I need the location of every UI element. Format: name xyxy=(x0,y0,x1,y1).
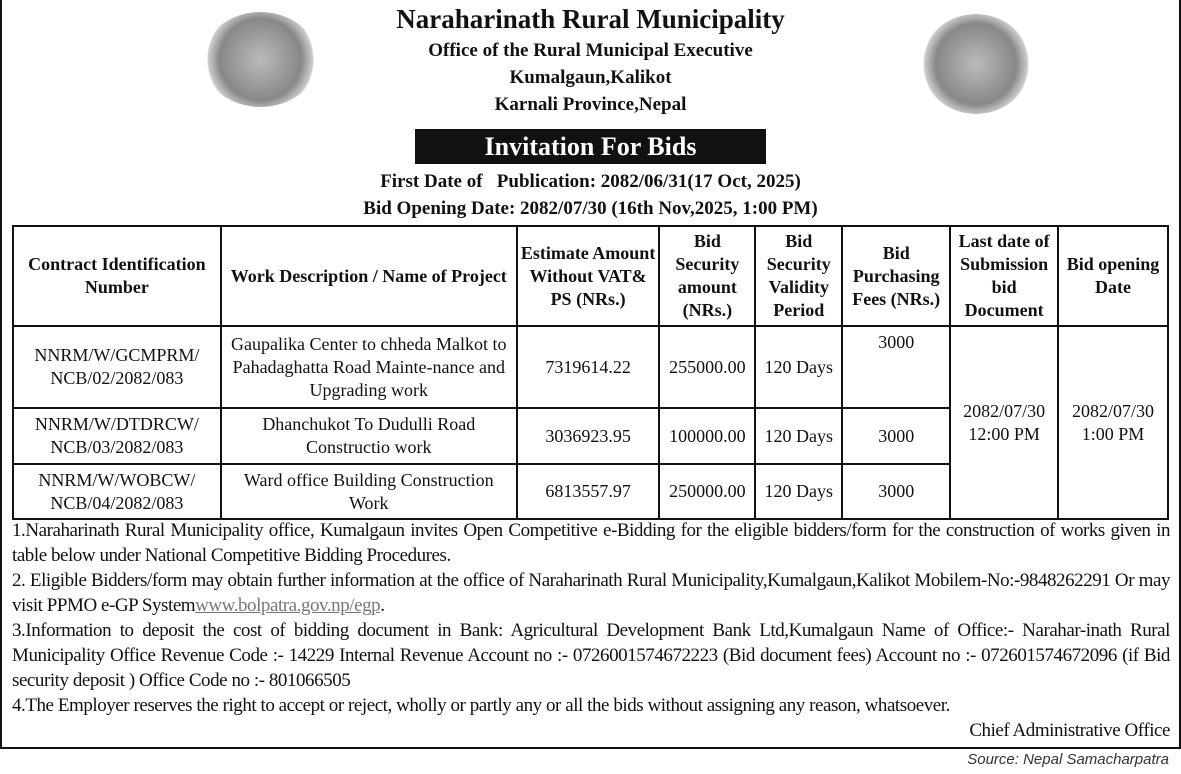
paragraph-4: 4.The Employer reserves the right to accept or reject, wholly or partly any or all the bids without assigning any reason, whatsoever. xyxy=(12,695,950,716)
col-header: Estimate Amount Without VAT& PS (NRs.) xyxy=(517,226,660,326)
purchasing-fees: 3000 xyxy=(842,326,950,408)
source-credit: Source: Nepal Samacharpatra xyxy=(967,751,1169,768)
egp-link[interactable]: www.bolpatra.gov.np/egp xyxy=(195,595,381,616)
table-row xyxy=(13,326,1168,408)
last-submission-date: 2082/07/30 12:00 PM xyxy=(950,326,1058,519)
work-description: Gaupalika Center to chheda Malkot to Pahadaghatta Road Mainte-nance and Upgrading work xyxy=(221,326,517,408)
estimate-amount: 7319614.22 xyxy=(517,326,660,408)
col-header: Bid Security amount (NRs.) xyxy=(659,226,755,326)
estimate-amount: 6813557.97 xyxy=(517,464,660,519)
bid-security: 100000.00 xyxy=(659,408,755,464)
contract-id: NNRM/W/WOBCW/ NCB/04/2082/083 xyxy=(13,464,221,519)
first-publication-date: First Date of Publication: 2082/06/31(17 Oct, 2025) xyxy=(380,171,801,192)
org-name: Naraharinath Rural Municipality xyxy=(396,4,785,34)
bid-security: 255000.00 xyxy=(659,326,755,408)
purchasing-fees: 3000 xyxy=(842,464,950,519)
col-header: Bid opening Date xyxy=(1058,226,1168,326)
province: Karnali Province,Nepal xyxy=(494,94,687,115)
paragraph-2 xyxy=(12,568,1170,618)
estimate-amount: 3036923.95 xyxy=(517,408,660,464)
opening-date: 2082/07/30 1:00 PM xyxy=(1058,326,1168,519)
bid-security: 250000.00 xyxy=(659,464,755,519)
validity-period: 120 Days xyxy=(755,464,842,519)
paragraph-2-text: 2. Eligible Bidders/form may obtain further information at the office of Naraharinath Rural Municipality,Kumalgaun,Kalikot Mobilem-No:-9848262291 Or may visit PPMO e-GP System xyxy=(12,570,1170,616)
signatory: Chief Administrative Office xyxy=(969,720,1170,741)
bids-table xyxy=(12,225,1169,520)
paragraph-1: 1.Naraharinath Rural Municipality office, Kumalgaun invites Open Competitive e-Bidding for the eligible bidders/form for the construction of works given in table below under National Competitive Bidding Procedures. xyxy=(12,520,1170,566)
validity-period: 120 Days xyxy=(755,408,842,464)
address: Kumalgaun,Kalikot xyxy=(509,67,672,88)
work-description: Ward office Building Construction Work xyxy=(221,464,517,519)
bid-opening-date: Bid Opening Date: 2082/07/30 (16th Nov,2025, 1:00 PM) xyxy=(363,198,818,219)
col-header: Bid Security Validity Period xyxy=(755,226,842,326)
paragraph-3: 3.Information to deposit the cost of bidding document in Bank: Agricultural Development Bank Ltd,Kumalgaun Name of Office:- Narahar-inath Rural Municipality Office Revenue Code :- 14229 Internal Revenue Account no :- 0726001574672223 (Bid document fees) Account no :- 072601574672096 (if Bid security deposit ) Office Code no :- 801066505 xyxy=(12,620,1170,691)
col-header: Contract Identification Number xyxy=(13,226,221,326)
table-header-row xyxy=(13,226,1168,326)
col-header: Work Description / Name of Project xyxy=(221,226,517,326)
contract-id: NNRM/W/DTDRCW/ NCB/03/2082/083 xyxy=(13,408,221,464)
purchasing-fees: 3000 xyxy=(842,408,950,464)
paragraph-2-end: . xyxy=(380,595,385,616)
office-name: Office of the Rural Municipal Executive xyxy=(428,40,753,61)
col-header: Last date of Submission bid Document xyxy=(950,226,1058,326)
contract-id: NNRM/W/GCMPRM/ NCB/02/2082/083 xyxy=(13,326,221,408)
col-header: Bid Purchasing Fees (NRs.) xyxy=(842,226,950,326)
validity-period: 120 Days xyxy=(755,326,842,408)
work-description: Dhanchukot To Dudulli Road Constructio work xyxy=(221,408,517,464)
notice-title: Invitation For Bids xyxy=(415,129,766,164)
notice-body xyxy=(12,518,1170,743)
